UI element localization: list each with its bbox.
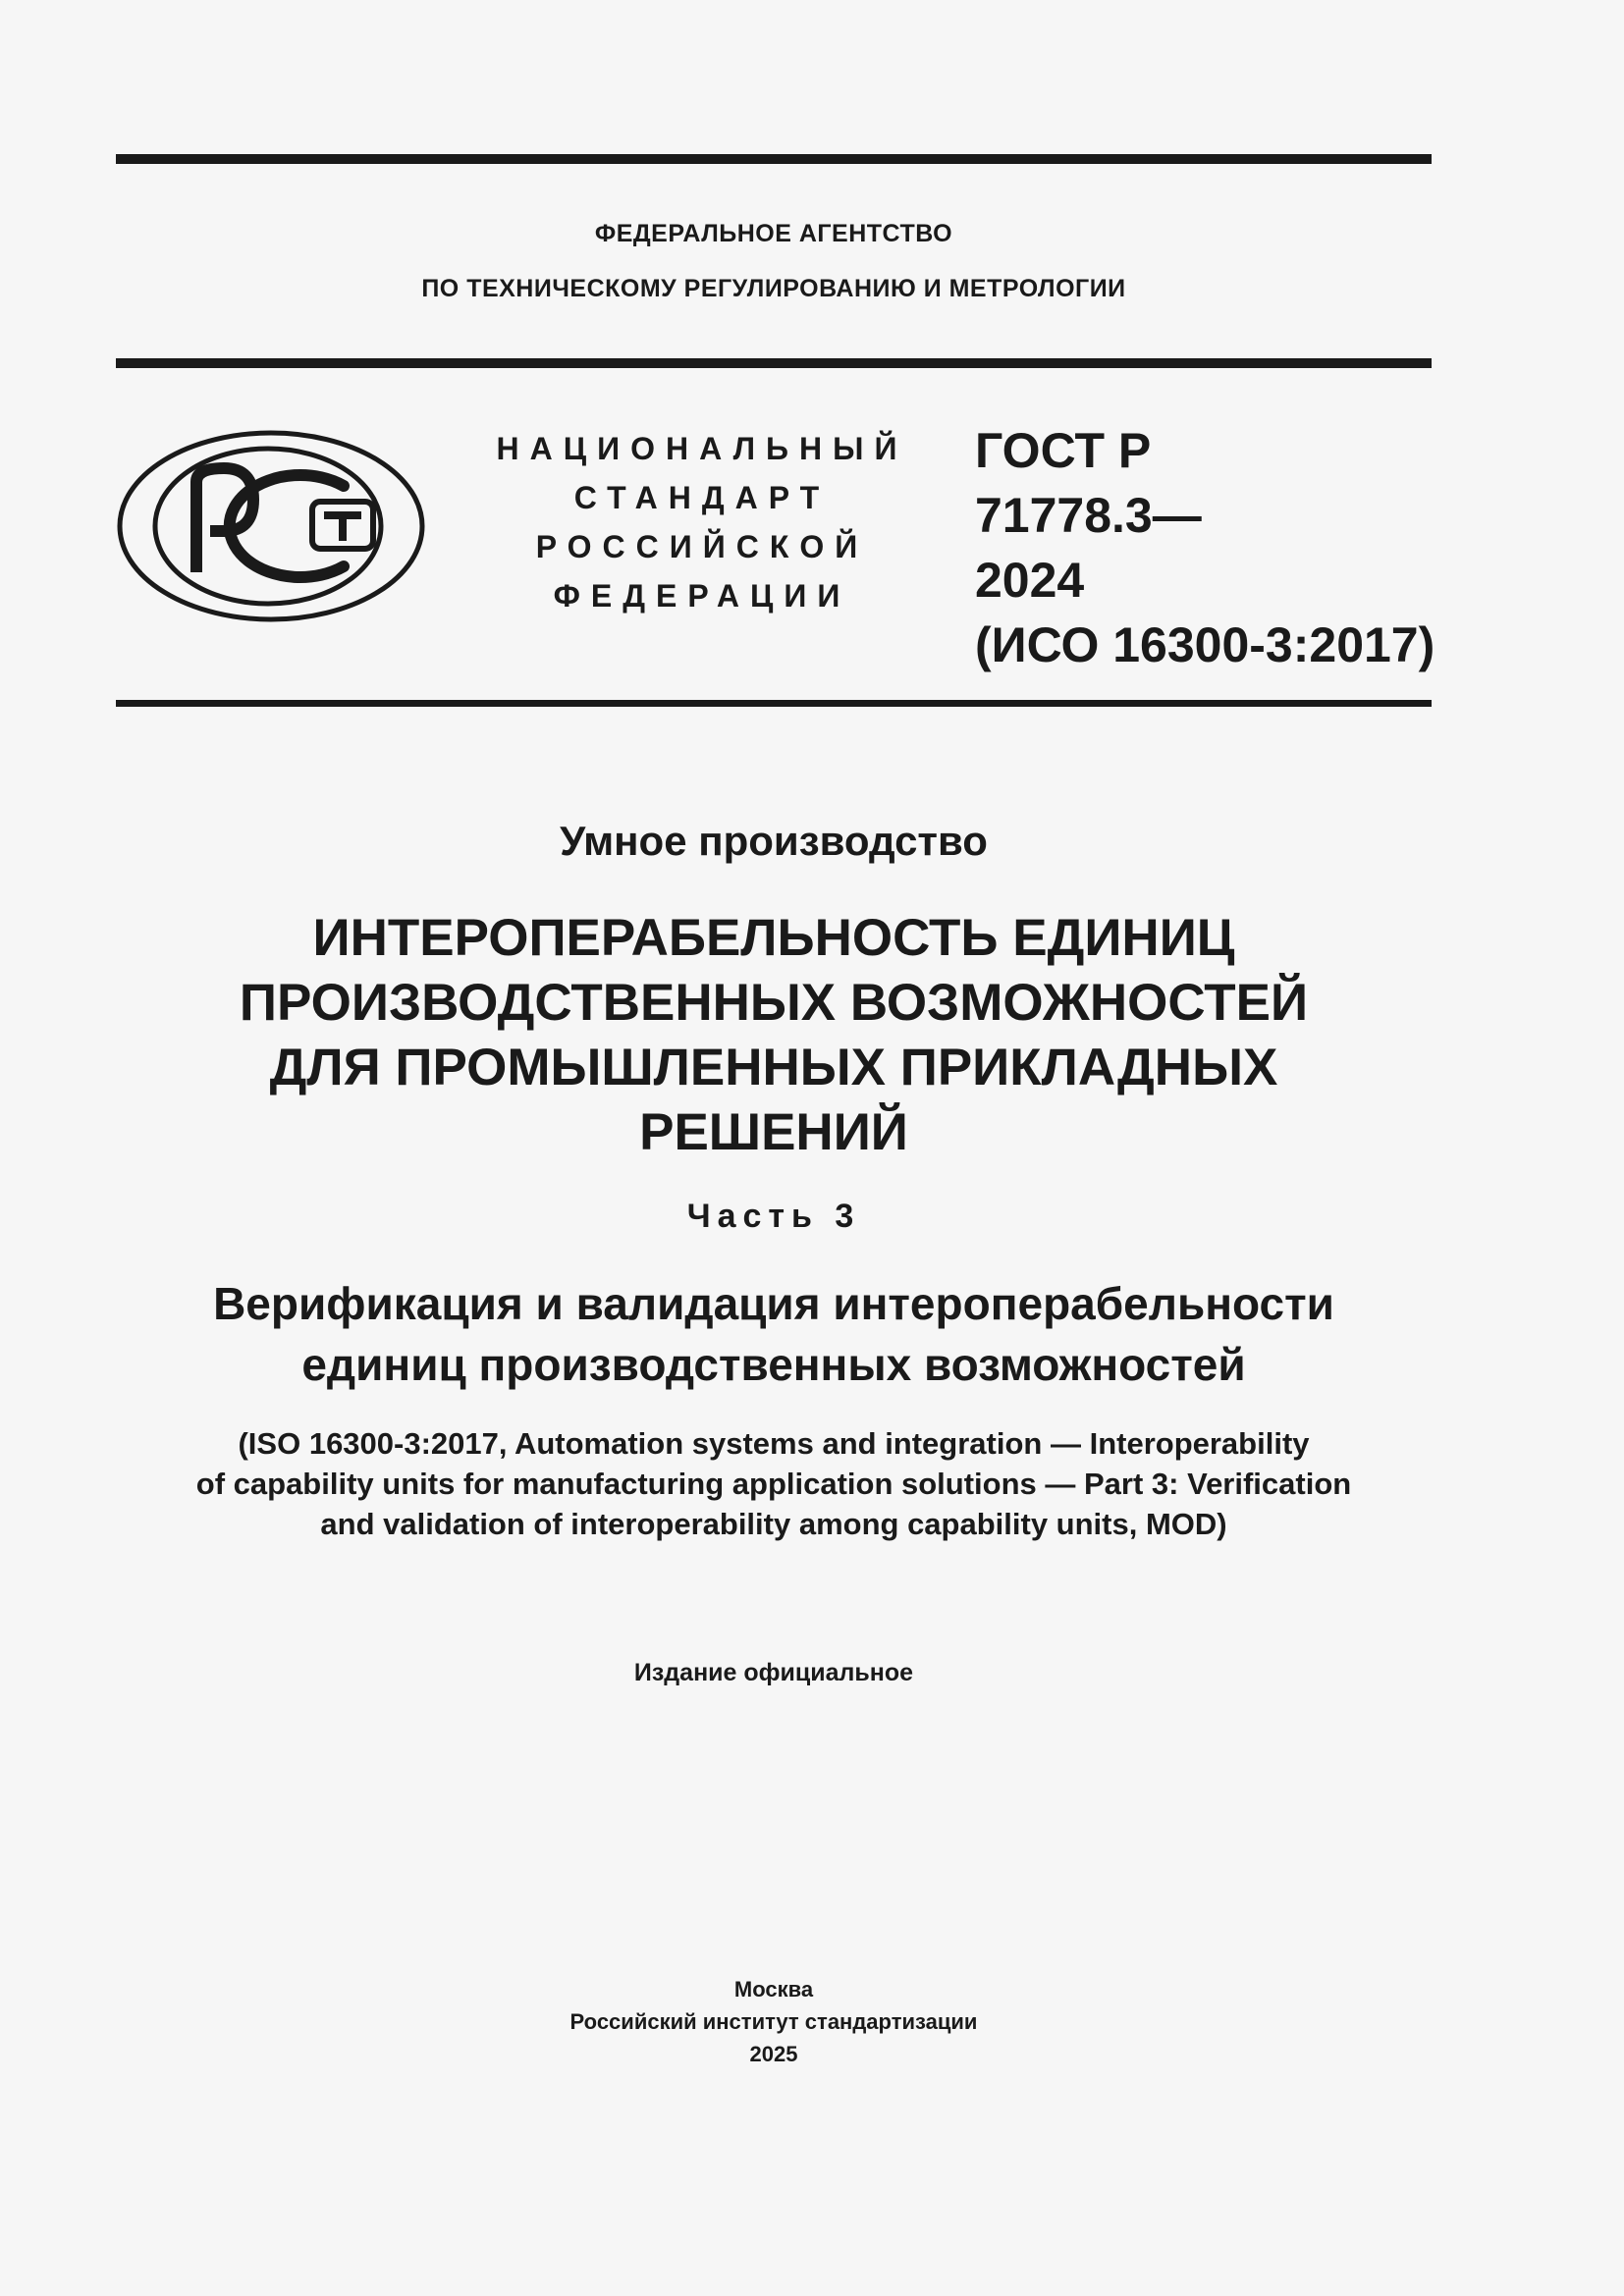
iso-reference (116, 1423, 1432, 1544)
main-title-line-1: ИНТЕРОПЕРАБЕЛЬНОСТЬ ЕДИНИЦ (312, 909, 1235, 967)
main-title-line-2: ПРОИЗВОДСТВЕННЫХ ВОЗМОЖНОСТЕЙ (239, 974, 1309, 1032)
national-line-2: СТАНДАРТ (573, 480, 831, 515)
designation-line-2: 71778.3— (975, 488, 1202, 543)
imprint-city: Москва (733, 1977, 814, 2002)
edition-note: Издание официальное (633, 1659, 914, 1686)
iso-line-2: of capability units for manufacturing application solutions — Part 3: Verification (195, 1467, 1352, 1501)
rst-logo-icon (116, 429, 426, 623)
header-rule (116, 358, 1432, 368)
designation-line-3: 2024 (975, 553, 1085, 608)
part-number: Часть 3 (686, 1198, 861, 1235)
imprint-publisher: Российский институт стандартизации (569, 2009, 978, 2034)
agency-line-1: ФЕДЕРАЛЬНОЕ АГЕНТСТВО (594, 220, 953, 247)
designation-rule (116, 700, 1432, 707)
main-title-line-4: РЕШЕНИЙ (639, 1103, 908, 1161)
part-title (116, 1273, 1432, 1395)
national-line-4: ФЕДЕРАЦИИ (553, 578, 851, 614)
iso-line-3: and validation of interoperability among capability units, MOD) (320, 1507, 1227, 1541)
national-line-1: НАЦИОНАЛЬНЫЙ (496, 431, 908, 466)
iso-line-1: (ISO 16300-3:2017, Automation systems and integration — Interoperability (238, 1426, 1310, 1461)
national-standard-label (471, 424, 933, 620)
part-title-line-1: Верификация и валидация интероперабельности (213, 1278, 1334, 1329)
standard-designation (975, 418, 1436, 677)
imprint-year: 2025 (749, 2042, 798, 2066)
category-title: Умное производство (560, 818, 988, 864)
imprint (116, 1973, 1432, 2070)
agency-line-2: ПО ТЕХНИЧЕСКОМУ РЕГУЛИРОВАНИЮ И МЕТРОЛОГИИ (421, 275, 1126, 302)
main-title (116, 906, 1432, 1165)
designation-line-4: (ИСО 16300-3:2017) (975, 617, 1435, 672)
designation-line-1: ГОСТ Р (975, 423, 1152, 478)
rst-conformity-mark-icon (116, 429, 426, 623)
part-title-line-2: единиц производственных возможностей (301, 1339, 1246, 1390)
top-rule (116, 154, 1432, 164)
main-title-line-3: ДЛЯ ПРОМЫШЛЕННЫХ ПРИКЛАДНЫХ (269, 1039, 1278, 1096)
national-line-3: РОССИЙСКОЙ (535, 529, 869, 564)
